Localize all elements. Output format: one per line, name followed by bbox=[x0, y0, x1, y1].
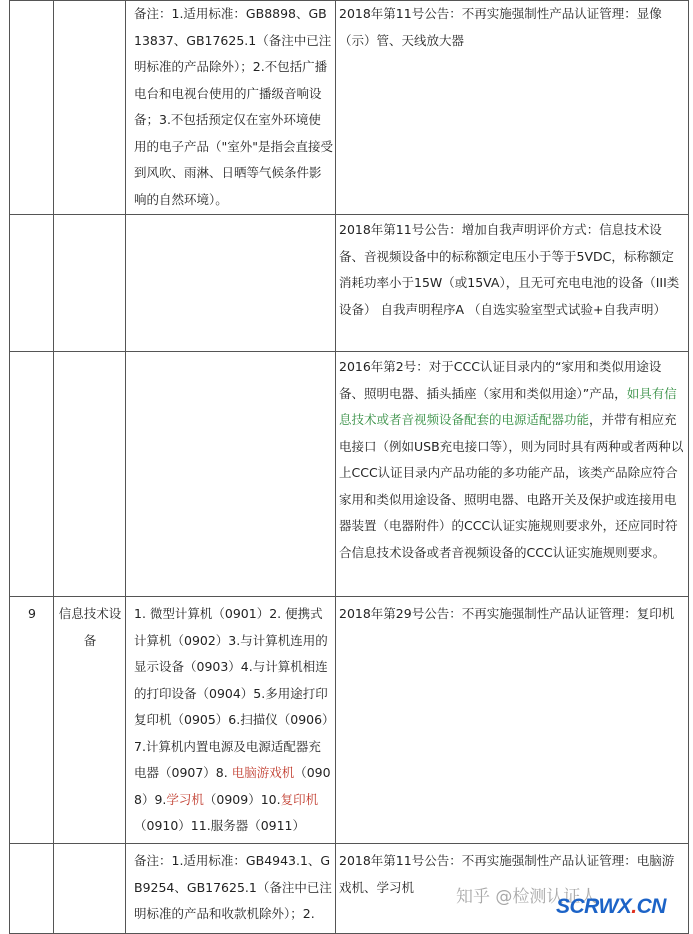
products-text: （0908）9. bbox=[134, 765, 331, 807]
products-text: 1. 微型计算机（0901）2. 便携式计算机（0902）3.与计算机连用的显示设备（0903）4.与计算机相连的打印设备（0904）5.多用途打印复印机（0905）6.扫描仪（0906）7.计算机内置电源及电源适配器充电器（0907）8. bbox=[134, 606, 329, 780]
row-number-cell: 9 bbox=[10, 597, 54, 844]
products-text: （0910）11.服务器（0911） bbox=[134, 818, 306, 833]
products-cell bbox=[126, 844, 336, 934]
watermark-text: 知乎 @检测认证人 bbox=[456, 887, 598, 907]
logo-dot: . bbox=[631, 895, 637, 918]
logo-main-text: SCRWX bbox=[556, 895, 632, 918]
highlighted-product-text: 电脑游戏机 bbox=[231, 765, 295, 780]
row-category-cell bbox=[54, 1, 126, 215]
products-cell bbox=[126, 1, 336, 215]
products-cell bbox=[126, 215, 336, 352]
products-text: （0909）10. bbox=[203, 791, 281, 807]
notice-cell bbox=[336, 215, 689, 352]
notice-cell bbox=[336, 597, 689, 844]
row-category-cell: 信息技术设备 bbox=[54, 597, 126, 844]
highlighted-notice-text: 如具有信息技术或者音视频设备配套的电源适配器功能 bbox=[339, 385, 677, 427]
row-number-cell bbox=[10, 1, 54, 215]
highlighted-product-text: 复印机 bbox=[280, 791, 319, 807]
notice-cell bbox=[336, 1, 689, 215]
products-cell bbox=[126, 352, 336, 597]
table-row bbox=[10, 352, 689, 597]
row-category-cell bbox=[54, 352, 126, 597]
site-logo bbox=[556, 893, 688, 921]
highlighted-product-text: 学习机 bbox=[166, 791, 204, 807]
row-category-cell bbox=[54, 215, 126, 352]
products-text: 备注：1.适用标准：GB8898、GB13837、GB17625.1（备注中已注明标准的产品除外）；2.不包括广播电台和电视台使用的广播级音响设备；3.不包括预定仅在室外环境使用的电子产品（"室外"是指会直接受到风吹、雨淋、日晒等气候条件影响的自然环境）。 bbox=[134, 6, 333, 207]
notice-text: 2018年第29号公告：不再实施强制性产品认证管理：复印机 bbox=[339, 606, 675, 621]
row-number-cell bbox=[10, 844, 54, 934]
logo-cn-text: CN bbox=[636, 895, 666, 918]
notice-text: 2018年第11号公告：不再实施强制性产品认证管理：显像（示）管、天线放大器 bbox=[339, 6, 662, 48]
notice-cell bbox=[336, 352, 689, 597]
row-number-cell bbox=[10, 352, 54, 597]
notice-text: 2016年第2号：对于CCC认证目录内的“家用和类似用途设备、照明电器、插头插座（家用和类似用途）”产品， bbox=[339, 359, 662, 401]
table-row bbox=[10, 597, 689, 844]
notice-text: ，并带有相应充电接口（例如USB充电接口等），则为同时具有两种或者两种以上CCC认证目录内产品功能的多功能产品，该类产品除应符合家用和类似用途设备、照明电器、电路开关及保护或连接用电器装置（电器附件）的CCC认证实施规则要求外，还应同时符合信息技术设备或者音视频设备的CCC认证实施规则要求。 bbox=[339, 412, 684, 560]
row-number-cell bbox=[10, 215, 54, 352]
table-row bbox=[10, 1, 689, 215]
products-text: 备注：1.适用标准：GB4943.1、GB9254、GB17625.1（备注中已注明标准的产品和收款机除外）；2. bbox=[134, 853, 332, 921]
products-cell bbox=[126, 597, 336, 844]
table-row bbox=[10, 215, 689, 352]
row-category-cell bbox=[54, 844, 126, 934]
certification-table bbox=[9, 0, 689, 934]
notice-text: 2018年第11号公告：不再实施强制性产品认证管理：电脑游戏机、学习机 bbox=[339, 853, 675, 895]
notice-text: 2018年第11号公告：增加自我声明评价方式：信息技术设备、音视频设备中的标称额定电压小于等于5VDC，标称额定消耗功率小于15W（或15VA），且无可充电电池的设备（III类设备） 自我声明程序A （自选实验室型式试验+自我声明） bbox=[339, 222, 680, 317]
